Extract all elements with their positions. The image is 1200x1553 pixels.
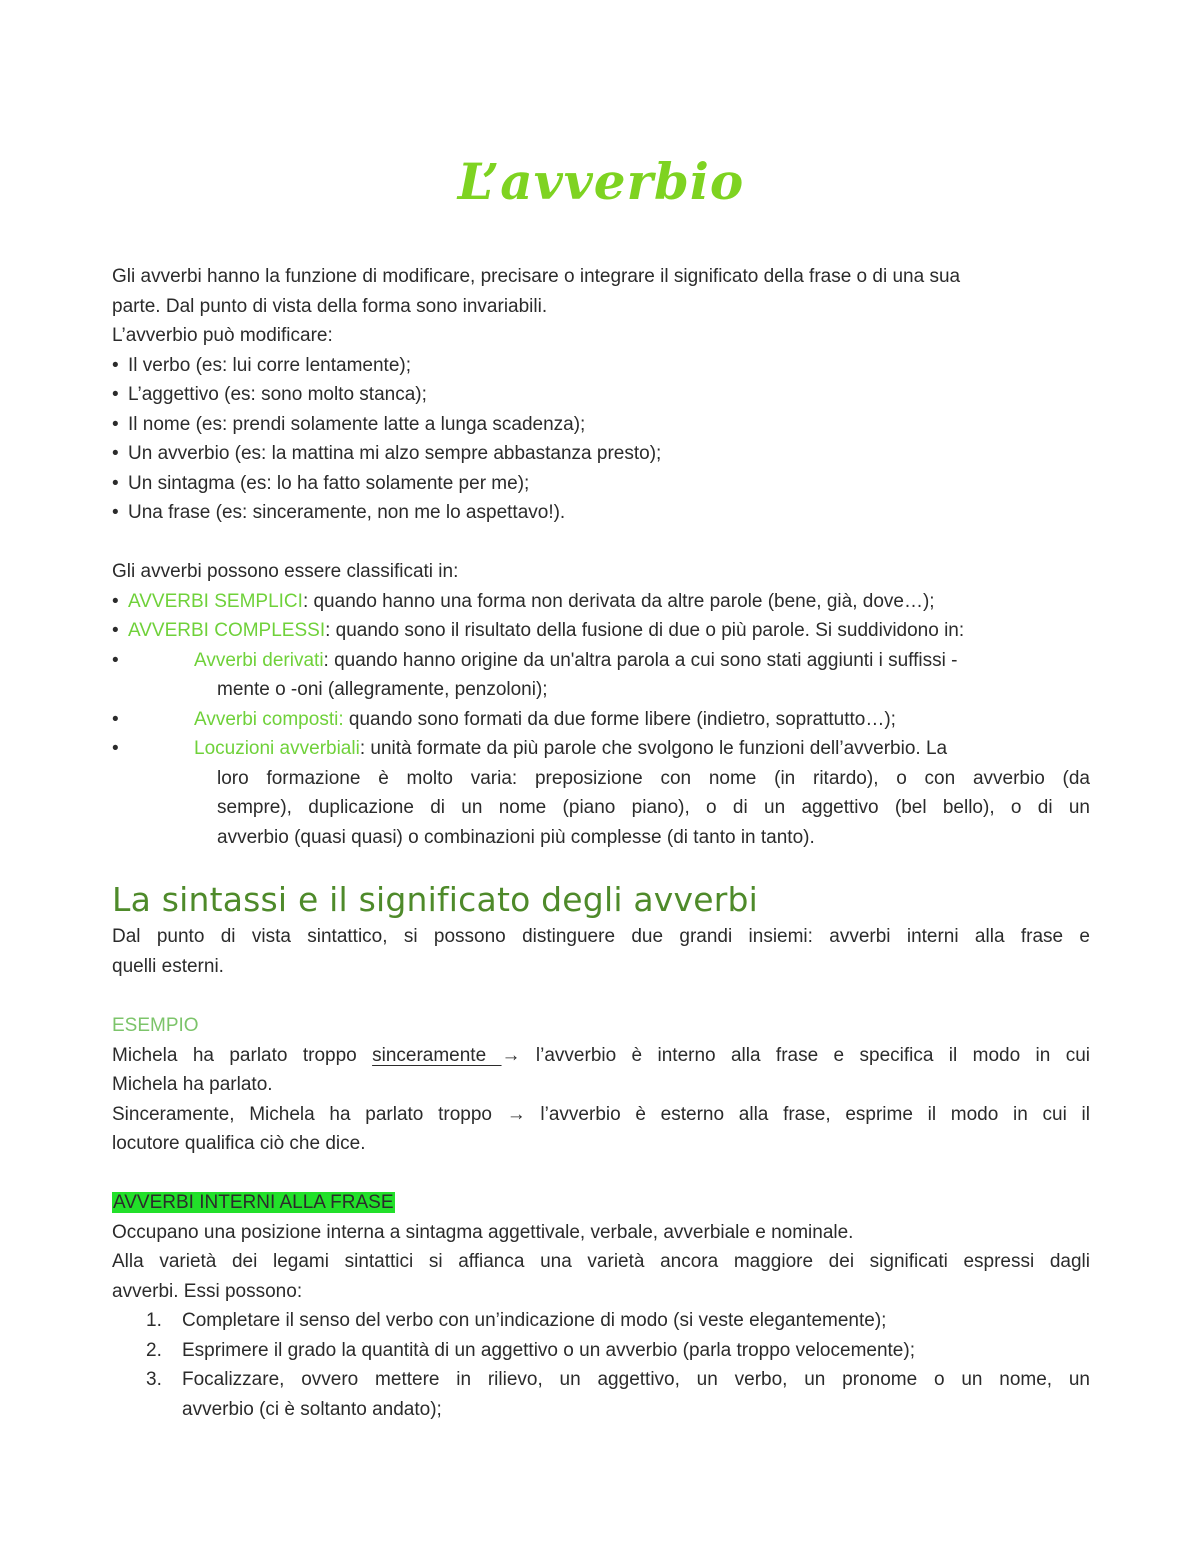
sub-list-continuation: loro formazione è molto varia: preposizione con nome (in ritardo), o con avverbio (da xyxy=(217,767,1090,789)
intro-line-2: parte. Dal punto di vista della forma sono invariabili. xyxy=(112,295,548,317)
bullet-icon: • xyxy=(112,413,119,435)
sub-list-item: • Avverbi derivati: quando hanno origine da un'altra parola a cui sono stati aggiunti i suffissi - xyxy=(112,646,1090,676)
example-section xyxy=(112,1011,1090,1159)
sub-list-continuation: avverbio (quasi quasi) o combinazioni più complesse (di tanto in tanto). xyxy=(217,826,815,848)
numbered-item: 3. Focalizzare, ovvero mettere in rilievo, un aggettivo, un verbo, un pronome o un nome, un xyxy=(146,1369,1090,1390)
example-line: Sinceramente, Michela ha parlato troppo → l’avverbio è esterno alla frase, esprime il modo in cui il xyxy=(112,1103,1090,1125)
paragraph-line: Dal punto di vista sintattico, si possono distinguere due grandi insiemi: avverbi interni alla frase e xyxy=(112,926,1090,947)
syntax-section xyxy=(112,922,1090,981)
sub-list-continuation: sempre), duplicazione di un nome (piano piano), o di un aggettivo (bel bello), o di un xyxy=(217,797,1090,818)
list-item: • Un avverbio (es: la mattina mi alzo sempre abbastanza presto); xyxy=(112,439,1090,469)
example-line: locutore qualifica ciò che dice. xyxy=(112,1133,366,1154)
paragraph-line: Alla varietà dei legami sintattici si affianca una varietà ancora maggiore dei significati espressi dagli xyxy=(112,1251,1090,1272)
intro-line-3: L’avverbio può modificare: xyxy=(112,325,333,346)
list-item: • AVVERBI COMPLESSI: quando sono il risultato della fusione di due o più parole. Si suddividono in: xyxy=(112,616,1090,646)
bullet-icon: • xyxy=(112,738,119,759)
internal-adverbs-section xyxy=(112,1188,1090,1424)
bullet-icon: • xyxy=(112,384,119,405)
paragraph-line: Occupano una posizione interna a sintagma aggettivale, verbale, avverbiale e nominale. xyxy=(112,1221,854,1243)
sub-list-item: • Avverbi composti: quando sono formati da due forme libere (indietro, soprattutto…); xyxy=(112,705,1090,735)
example-line: Michela ha parlato. xyxy=(112,1074,273,1095)
intro-section xyxy=(112,262,1090,528)
sub-list-continuation: mente o -oni (allegramente, penzoloni); xyxy=(217,679,548,700)
numbered-item: 1. Completare il senso del verbo con un’indicazione di modo (si veste elegantemente); xyxy=(146,1310,887,1331)
sub-list-item: • Locuzioni avverbiali: unità formate da più parole che svolgono le funzioni dell’avverbio. La xyxy=(112,734,1090,764)
list-item: • Il nome (es: prendi solamente latte a lunga scadenza); xyxy=(112,410,1090,440)
bullet-icon: • xyxy=(112,708,119,730)
example-label: ESEMPIO xyxy=(112,1015,199,1036)
paragraph-line: quelli esterni. xyxy=(112,955,224,977)
section-heading: La sintassi e il significato degli avverbi xyxy=(112,880,759,919)
paragraph-line: avverbi. Essi possono: xyxy=(112,1280,303,1302)
bullet-icon: • xyxy=(112,502,119,523)
numbered-item: 2. Esprimere il grado la quantità di un aggettivo o un avverbio (parla troppo velocemente); xyxy=(146,1339,915,1361)
classification-section xyxy=(112,557,1090,852)
list-item: • AVVERBI SEMPLICI: quando hanno una forma non derivata da altre parole (bene, già, dove…); xyxy=(112,587,1090,617)
numbered-item-continuation: avverbio (ci è soltanto andato); xyxy=(182,1398,442,1420)
list-item: • Una frase (es: sinceramente, non me lo aspettavo!). xyxy=(112,498,1090,528)
highlighted-heading: AVVERBI INTERNI ALLA FRASE xyxy=(113,1192,394,1213)
bullet-icon: • xyxy=(112,354,119,376)
page-title: L’avverbio xyxy=(457,152,745,211)
bullet-icon: • xyxy=(112,472,119,494)
bullet-icon: • xyxy=(112,590,119,612)
list-item: • Il verbo (es: lui corre lentamente); xyxy=(112,351,1090,381)
bullet-icon: • xyxy=(112,620,119,641)
list-item: • Un sintagma (es: lo ha fatto solamente per me); xyxy=(112,469,1090,499)
example-line: Michela ha parlato troppo sinceramente → l’avverbio è interno alla frase e specifica il modo in cui xyxy=(112,1044,1090,1066)
list-item: • L’aggettivo (es: sono molto stanca); xyxy=(112,380,1090,410)
classification-lead: Gli avverbi possono essere classificati in: xyxy=(112,561,459,582)
intro-line-1: Gli avverbi hanno la funzione di modificare, precisare o integrare il significato della frase o di una sua xyxy=(112,266,961,287)
bullet-icon: • xyxy=(112,443,119,464)
bullet-icon: • xyxy=(112,649,119,671)
